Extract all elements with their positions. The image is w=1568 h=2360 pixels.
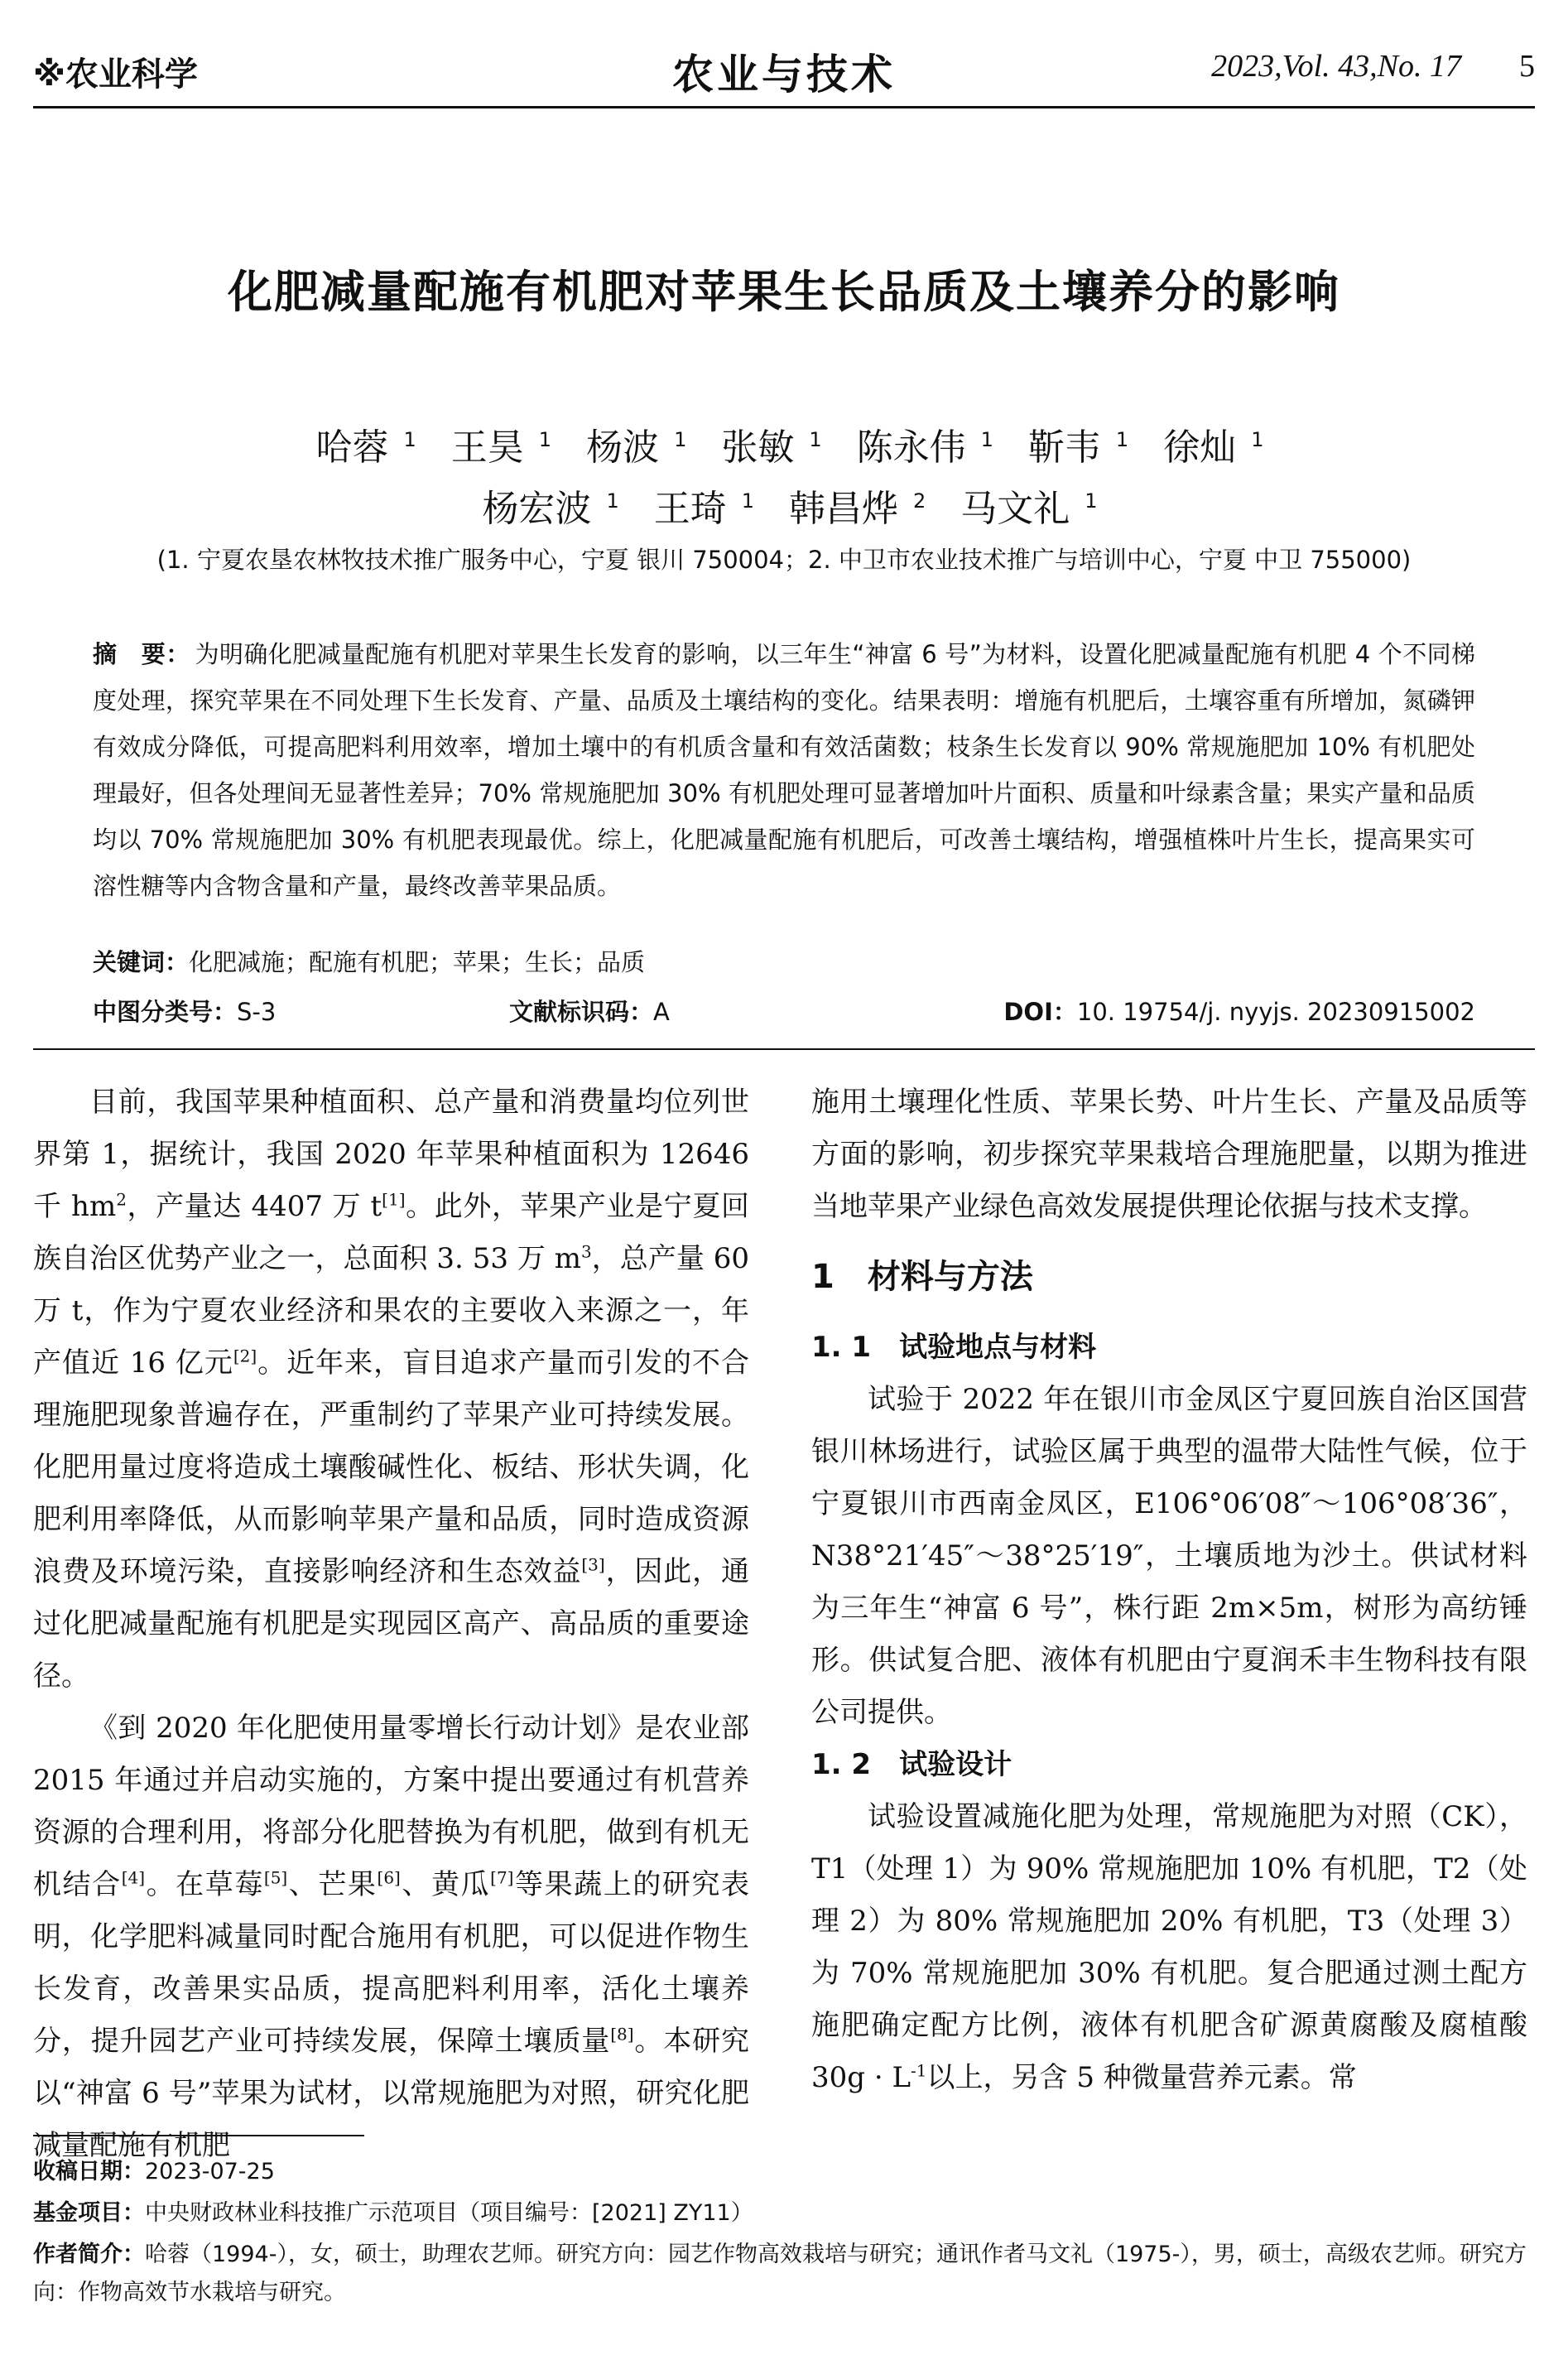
author-name: 张敏: [721, 426, 795, 469]
author-affiliation-mark: 1: [1115, 428, 1129, 452]
author-name: 马文礼: [960, 488, 1070, 530]
abstract-rule: [33, 1048, 1535, 1050]
author-list-line-1: [0, 417, 1568, 470]
paragraph-design: 试验设置减施化肥为处理，常规施肥为对照（CK），T1（处理 1）为 90% 常规施肥加 10% 有机肥，T2（处理 2）为 80% 常规施肥加 20% 有机肥，T3（处理 3）为 70% 常规施肥加 30% 有机肥。复合肥通过测土配方施肥确定配方比例，液体有机肥含矿源黄腐酸及腐植酸 $30g \cdot L^{-1}$以上，另含 5 种微量营养元素。常: [811, 1800, 1527, 2094]
running-header-section: ※农业科学: [33, 55, 198, 94]
citation-ref[interactable]: [3]: [581, 1554, 605, 1575]
author-name: 杨波: [586, 426, 660, 469]
paragraph-intro-2: 《到 2020 年化肥使用量零增长行动计划》是农业部 2015 年通过并启动实施的，方案中提出要通过有机营养资源的合理利用，将部分化肥替换为有机肥，做到有机无机结合[4]。在草莓[5]、芒果[6]、黄瓜[7]等果蔬上的研究表明，化学肥料减量同时配合施用有机肥，可以促进作物生长发育，改善果实品质，提高肥料利用率，活化土壤养分，提升园艺产业可持续发展，保障土壤质量[8]。本研究以“神富 6 号”苹果为试材，以常规施肥为对照，研究化肥减量配施有机肥: [33, 1712, 750, 2162]
doi: [1003, 994, 1475, 1028]
author-name: 王昊: [450, 426, 524, 469]
author-affiliation-mark: 1: [1085, 489, 1098, 513]
issue-info: 2023,Vol. 43,No. 17: [1211, 49, 1461, 84]
author-name: 韩昌烨: [789, 488, 898, 530]
classification-label: 中图分类号：: [93, 998, 238, 1026]
author-affiliation-mark: 1: [809, 428, 822, 452]
citation-ref[interactable]: [6]: [377, 1867, 401, 1888]
author-name: 徐灿: [1163, 426, 1237, 469]
citation-ref[interactable]: [5]: [263, 1867, 288, 1888]
section-heading-1-2: 1. 2 试验设计: [811, 1748, 1012, 1781]
document-code-label: 文献标识码：: [509, 998, 654, 1026]
footnote-author-bio: 作者简介：哈蓉（1994-），女，硕士，助理农艺师。研究方向：园艺作物高效栽培与研究；通讯作者马文礼（1975-），男，硕士，高级农艺师。研究方向：作物高效节水栽培与研究。: [33, 2242, 1527, 2305]
author-affiliation-mark: 2: [913, 489, 926, 513]
author-name: 靳韦: [1027, 426, 1101, 469]
author: [949, 488, 1097, 530]
body-column-right: [811, 1076, 1527, 2104]
author: [1152, 426, 1263, 469]
author: [575, 426, 686, 469]
author-affiliation-mark: 1: [980, 428, 993, 452]
author: [777, 488, 926, 530]
section-heading-1-1: 1. 1 试验地点与材料: [811, 1331, 1097, 1364]
citation-ref[interactable]: [4]: [121, 1867, 146, 1888]
paper-title: 化肥减量配施有机肥对苹果生长品质及土壤养分的影响: [228, 266, 1340, 318]
author-affiliation-mark: 1: [538, 428, 552, 452]
author-list-line-2: [0, 479, 1568, 532]
paragraph-intro-continued: 施用土壤理化性质、苹果长势、叶片生长、产量及品质等方面的影响，初步探究苹果栽培合理施肥量，以期为推进当地苹果产业绿色高效发展提供理论依据与技术支撑。: [811, 1086, 1527, 1223]
paragraph-intro-1: 目前，我国苹果种植面积、总产量和消费量均位列世界第 1，据统计，我国 2020 年苹果种植面积为 12646 千 $hm^2$，产量达 4407 万 t[1]。此外，苹果产业是宁夏回族自治区优势产业之一，总面积 3. 53 万 $m^3$，总产量 60 万 t，作为宁夏农业经济和果农的主要收入来源之一，年产值近 16 亿元[2]。近年来，盲目追求产量而引发的不合理施肥现象普遍存在，严重制约了苹果产业可持续发展。化肥用量过度将造成土壤酸碱性化、板结、形状失调，化肥利用率降低，从而影响苹果产量和品质，同时造成资源浪费及环境污染，直接影响经济和生态效益[3]，因此，通过化肥减量配施有机肥是实现园区高产、高品质的重要途径。: [33, 1086, 750, 1693]
footnote-rule: [33, 2135, 364, 2136]
author: [440, 426, 551, 469]
classification-number: [93, 994, 276, 1028]
citation-ref[interactable]: [8]: [610, 2024, 634, 2045]
document-code-value: A: [653, 998, 670, 1026]
keywords-text: 化肥减施；配施有机肥；苹果；生长；品质: [189, 948, 646, 976]
document-code: [509, 994, 670, 1028]
author-name: 王琦: [653, 488, 727, 530]
keywords: [93, 944, 645, 978]
author-name: 哈蓉: [315, 426, 389, 469]
classification-value: S-3: [237, 998, 277, 1026]
abstract-label: 摘 要：: [93, 640, 190, 668]
author-name: 杨宏波: [482, 488, 592, 530]
header-rule: [33, 106, 1535, 108]
citation-ref[interactable]: [7]: [490, 1867, 514, 1888]
doi-label: DOI：: [1003, 998, 1077, 1026]
keywords-label: 关键词：: [93, 948, 190, 976]
body-column-left: [33, 1076, 749, 2172]
author: [709, 426, 821, 469]
author: [845, 426, 993, 469]
author: [305, 426, 416, 469]
citation-ref[interactable]: [2]: [233, 1346, 257, 1366]
author-affiliation-mark: 1: [1251, 428, 1264, 452]
author: [1017, 426, 1128, 469]
abstract: [93, 631, 1475, 909]
citation-ref[interactable]: [1]: [382, 1189, 406, 1210]
author-affiliation-mark: 1: [403, 428, 416, 452]
footnote-received: 收稿日期：2023-07-25: [33, 2159, 275, 2184]
author-name: 陈永伟: [856, 426, 966, 469]
abstract-text: 为明确化肥减量配施有机肥对苹果生长发育的影响，以三年生“神富 6 号”为材料，设置化肥减量配施有机肥 4 个不同梯度处理，探究苹果在不同处理下生长发育、产量、品质及土壤结构的变化。结果表明：增施有机肥后，土壤容重有所增加，氮磷钾有效成分降低，可提高肥料利用效率，增加土壤中的有机质含量和有效活菌数；枝条生长发育以 90% 常规施肥加 10% 有机肥处理最好，但各处理间无显著性差异；70% 常规施肥加 30% 有机肥处理可显著增加叶片面积、质量和叶绿素含量；果实产量和品质均以 70% 常规施肥加 30% 有机肥表现最优。综上，化肥减量配施有机肥后，可改善土壤结构，增强植株叶片生长，提高果实可溶性糖等内含物含量和产量，最终改善苹果品质。: [93, 640, 1475, 900]
section-heading-1: 1 材料与方法: [811, 1258, 1033, 1296]
author-affiliation-mark: 1: [674, 428, 687, 452]
author-affiliation-mark: 1: [606, 489, 619, 513]
page-number: 5: [1519, 49, 1535, 84]
affiliation: (1. 宁夏农垦农林牧技术推广服务中心，宁夏 银川 750004；2. 中卫市农业技术推广与培训中心，宁夏 中卫 755000): [156, 546, 1412, 574]
running-header-issue: [1211, 48, 1535, 84]
paragraph-materials: 试验于 2022 年在银川市金凤区宁夏回族自治区国营银川林场进行，试验区属于典型的温带大陆性气候，位于宁夏银川市西南金凤区，E106°06′08″～106°08′36″，N38°21′45″～38°25′19″，土壤质地为沙土。供试材料为三年生“神富 6 号”，株行距 2m×5m，树形为高纺锤形。供试复合肥、液体有机肥由宁夏润禾丰生物科技有限公司提供。: [811, 1383, 1527, 1729]
author-affiliation-mark: 1: [741, 489, 754, 513]
author: [470, 488, 618, 530]
doi-value[interactable]: 10. 19754/j. nyyjs. 20230915002: [1076, 998, 1475, 1026]
footnote-fund: 基金项目：中央财政林业科技推广示范项目（项目编号：[2021] ZY11）: [33, 2200, 753, 2226]
author: [642, 488, 754, 530]
running-header-journal: 农业与技术: [672, 51, 896, 99]
